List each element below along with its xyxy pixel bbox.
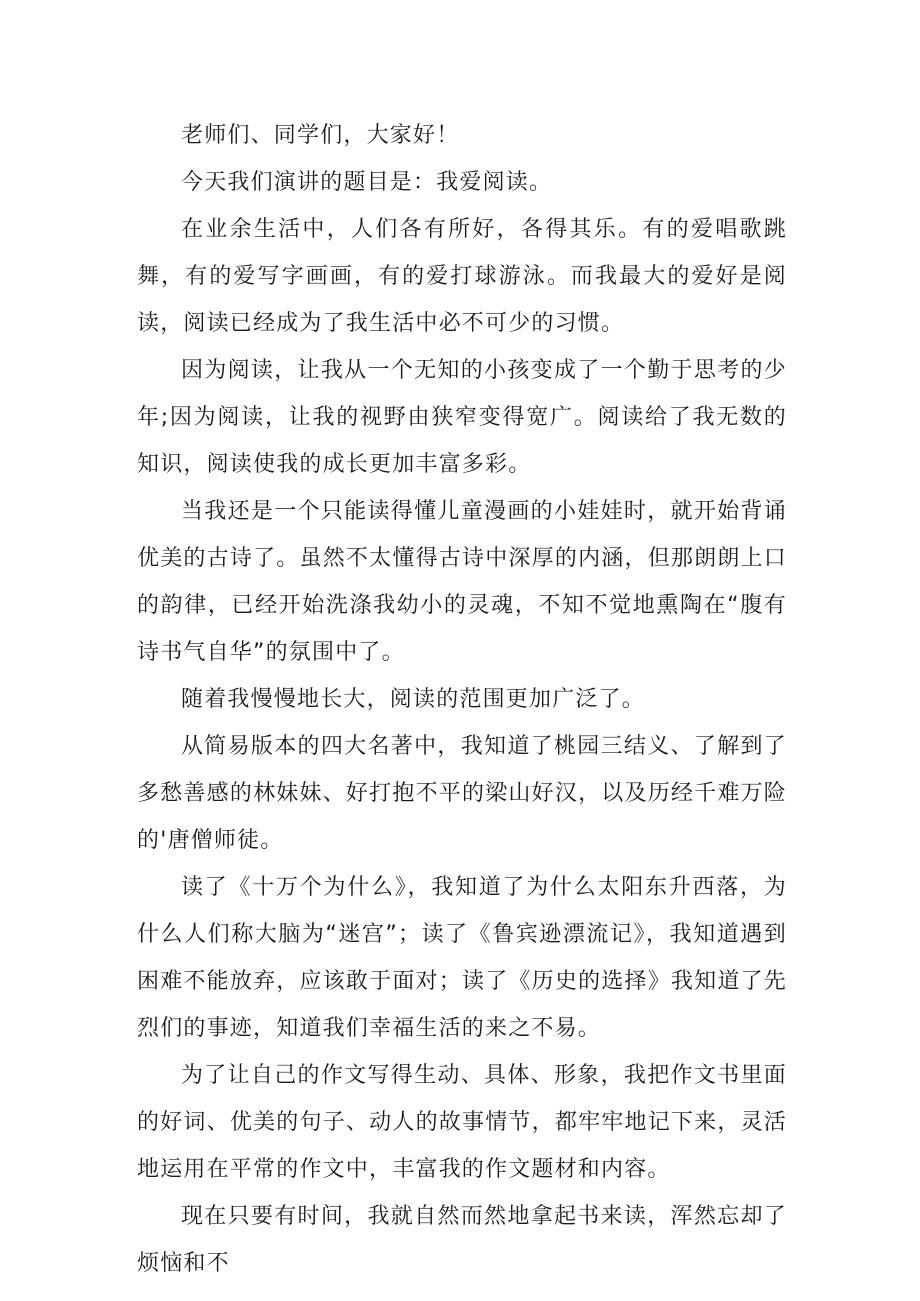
paragraph-topic: 今天我们演讲的题目是：我爱阅读。	[181, 170, 553, 195]
paragraph: 从简易版本的四大名著中，我知道了桃园三结义、了解到了多愁善感的林妹妹、好打抱不平的梁山好汉，以及历经千难万险的'唐僧师徒。	[137, 734, 787, 853]
paragraph: 现在只要有时间，我就自然而然地拿起书来读，浑然忘却了烦恼和不	[137, 1204, 787, 1276]
paragraph: 当我还是一个只能读得懂儿童漫画的小娃娃时，就开始背诵优美的古诗了。虽然不太懂得古诗中深厚的内涵，但那朗朗上口的韵律，已经开始洗涤我幼小的灵魂，不知不觉地熏陶在“腹有诗书气自华”的氛围中了。	[137, 499, 787, 665]
document-body	[137, 112, 787, 1287]
paragraph-greeting: 老师们、同学们，大家好！	[181, 123, 460, 148]
paragraph: 为了让自己的作文写得生动、具体、形象，我把作文书里面的好词、优美的句子、动人的故事情节，都牢牢地记下来，灵活地运用在平常的作文中，丰富我的作文题材和内容。	[137, 1063, 787, 1182]
paragraph: 随着我慢慢地长大，阅读的范围更加广泛了。	[181, 687, 646, 712]
paragraph: 读了《十万个为什么》，我知道了为什么太阳东升西落，为什么人们称大脑为“迷宫”；读了《鲁宾逊漂流记》，我知道遇到困难不能放弃，应该敢于面对；读了《历史的选择》我知道了先烈们的事迹，知道我们幸福生活的来之不易。	[137, 875, 787, 1041]
paragraph: 因为阅读，让我从一个无知的小孩变成了一个勤于思考的少年;因为阅读，让我的视野由狭窄变得宽广。阅读给了我无数的知识，阅读使我的成长更加丰富多彩。	[137, 358, 787, 477]
paragraph: 在业余生活中，人们各有所好，各得其乐。有的爱唱歌跳舞，有的爱写字画画，有的爱打球游泳。而我最大的爱好是阅读，阅读已经成为了我生活中必不可少的习惯。	[137, 217, 787, 336]
